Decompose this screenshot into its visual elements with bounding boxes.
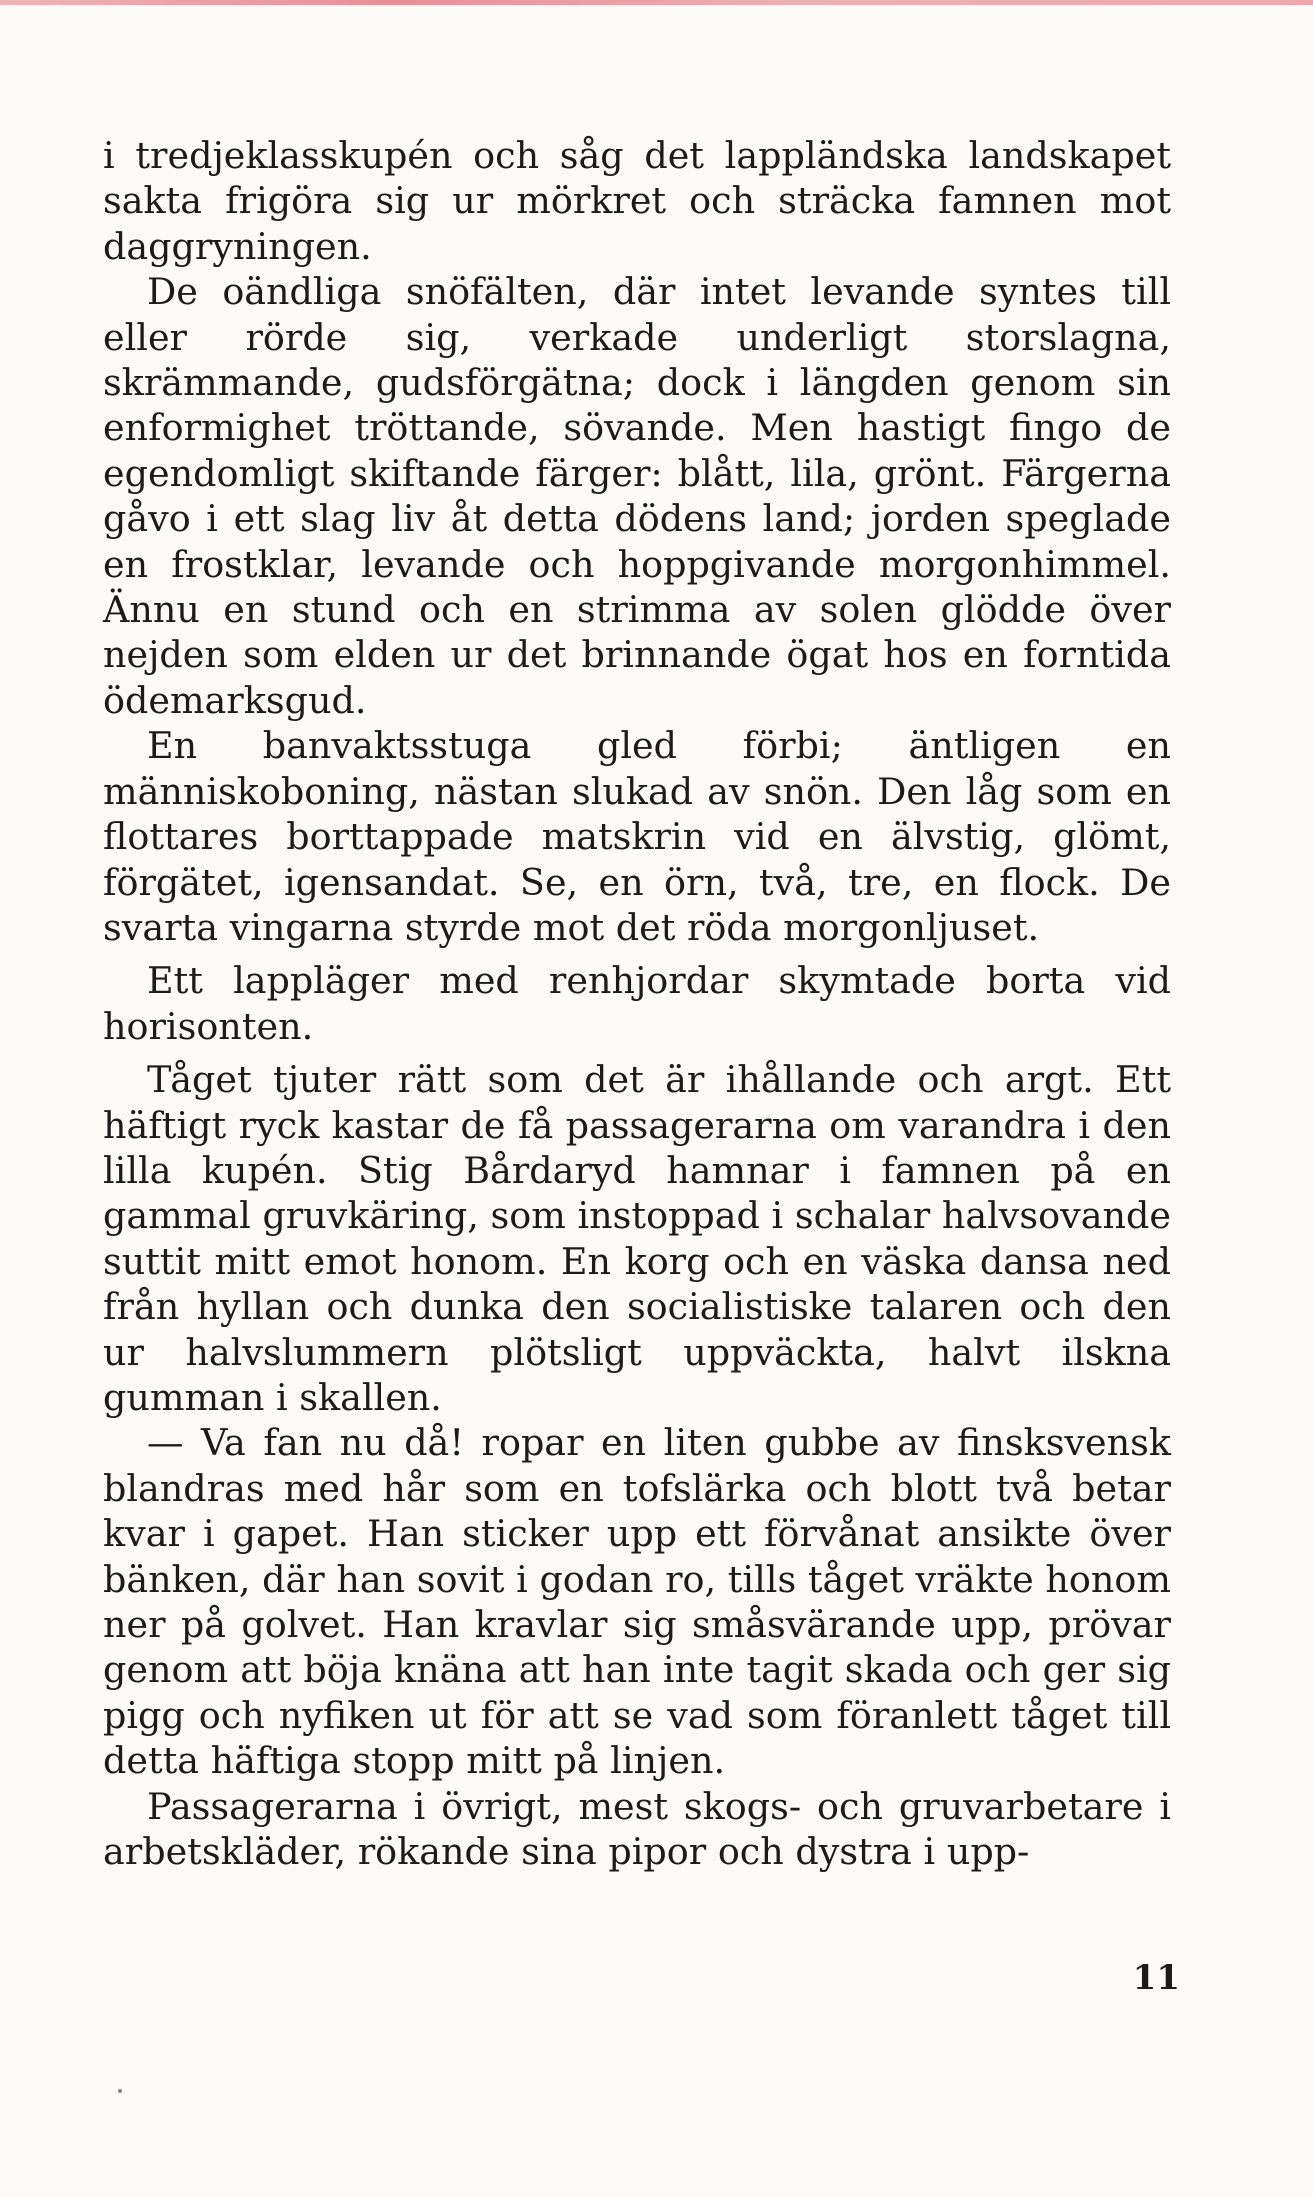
paragraph: De oändliga snöfälten, där intet levande syntes till eller rörde sig, verkade underligt storslagna, skrämmande, gudsförgätna; dock i längden genom sin enformighet tröttande, sövande. Men hastigt fingo de egendomligt skiftande färger: blått, lila, grönt. Färgerna gåvo i ett slag liv åt detta dödens land; jorden speglade en frostklar, levande och hoppgivande morgonhimmel. Ännu en stund och en strimma av solen glödde över nejden som elden ur det brinnande ögat hos en forntida ödemarksgud.	[103, 270, 1171, 722]
paper-speck	[118, 2089, 122, 2093]
paragraph: — Va fan nu då! ropar en liten gubbe av finsksvensk blandras med hår som en tofslärka och blott två betar kvar i gapet. Han sticker upp ett förvånat ansikte över bänken, där han sovit i godan ro, tills tåget vräkte honom ner på golvet. Han kravlar sig småsvärande upp, prövar genom att böja knäna att han inte tagit skada och ger sig pigg och nyfiken ut för att se vad som föranlett tåget till detta häftiga stopp mitt på linjen.	[103, 1421, 1171, 1783]
paragraph: Tåget tjuter rätt som det är ihållande och argt. Ett häftigt ryck kastar de få passagerarna om varandra i den lilla kupén. Stig Bårdaryd hamnar i famnen på en gammal gruvkäring, som instoppad i schalar halvsovande suttit mitt emot honom. En korg och en väska dansa ned från hyllan och dunka den socialistiske talaren och den ur halvslummern plötsligt uppväckta, halvt ilskna gumman i skallen.	[103, 1058, 1171, 1419]
paragraph: Ett lappläger med renhjordar skymtade borta vid horisonten.	[103, 959, 1171, 1048]
paragraph: i tredjeklasskupén och såg det lappländska landskapet sakta frigöra sig ur mörkret och sträcka famnen mot daggryningen.	[103, 134, 1171, 268]
page-top-edge	[0, 0, 1313, 5]
page-number: 11	[1132, 1958, 1180, 1998]
body-text	[103, 133, 1171, 1874]
paragraph: En banvaktsstuga gled förbi; äntligen en människoboning, nästan slukad av snön. Den låg som en flottares borttappade matskrin vid en älvstig, glömt, förgätet, igensandat. Se, en örn, två, tre, en flock. De svarta vingarna styrde mot det röda morgonljuset.	[103, 724, 1171, 949]
paragraph: Passagerarna i övrigt, mest skogs- och gruvarbetare i arbetskläder, rökande sina pipor och dystra i upp-	[103, 1784, 1171, 1874]
